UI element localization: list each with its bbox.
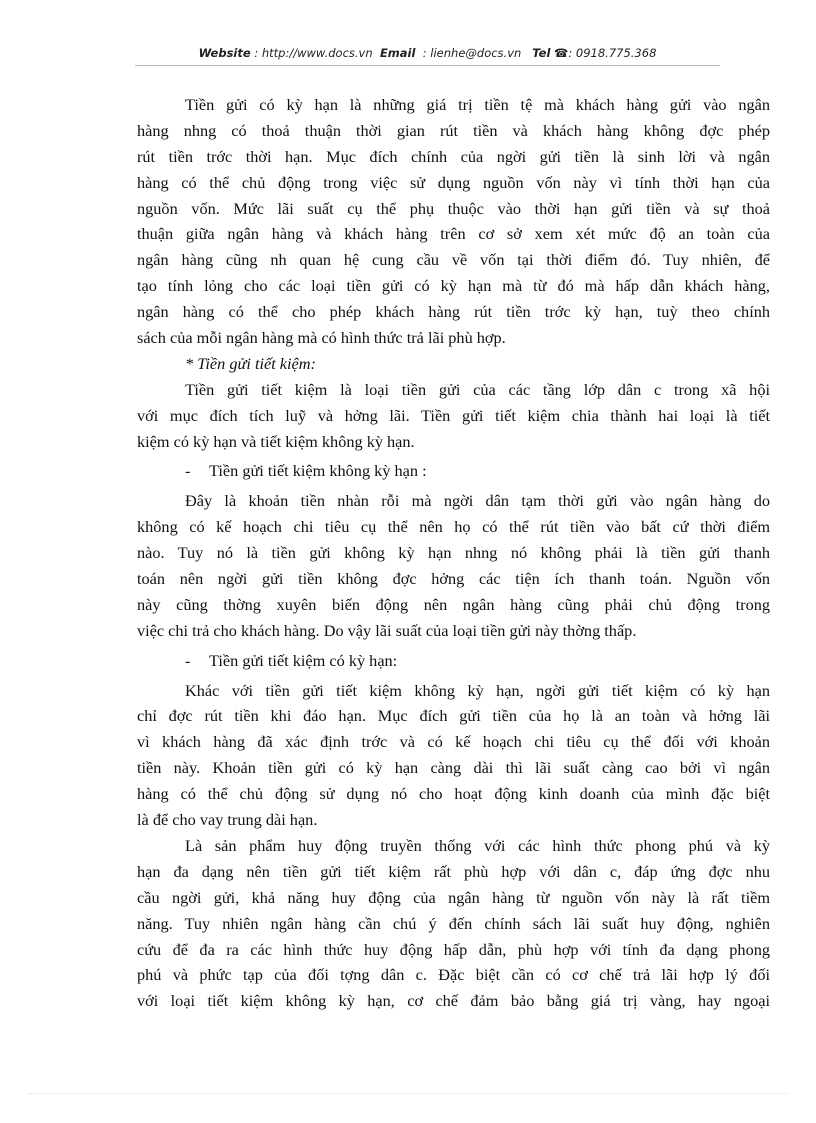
text-line: Tiền gửi có kỳ hạn là những giá trị tiền tệ mà khách hàng gửi vào ngân [185, 95, 770, 114]
text-line: hàng có thể chủ động sử dụng nó cho hoạt động kinh doanh của mình đặc biệt [137, 784, 770, 804]
text-line: rút tiền trớc thời hạn. Mục đích chính của ngời gửi tiền là sinh lời và ngân [137, 146, 770, 166]
text-line: Đây là khoản tiền nhàn rỗi mà ngời dân tạm thời gửi vào ngân hàng do [185, 491, 770, 511]
footer-divider [28, 1093, 788, 1094]
text-line: cứu để đa ra các hình thức huy động hấp dẫn, phù hợp với tính đa dạng phong [137, 939, 770, 959]
text-line: ngân hàng cũng nh quan hệ cung cầu về vốn tại thời điểm đó. Tuy nhiên, để [137, 250, 770, 270]
paragraph-term-savings [137, 678, 770, 833]
website-value: : http://www.docs.vn [254, 46, 373, 60]
email-value: : lienhe@docs.vn [422, 46, 522, 60]
bullet-label: Tiền gửi tiết kiệm có kỳ hạn: [209, 650, 398, 670]
paragraph-term-deposit [137, 92, 770, 351]
paragraph-savings [137, 377, 770, 455]
text-line: với loại tiết kiệm không kỳ hạn, cơ chế đảm bảo bằng giá trị vàng, hay ngoại [137, 991, 770, 1011]
bullet-item-demand-savings [137, 458, 770, 484]
text-line: tạo tính lỏng cho các loại tiền gửi có kỳ hạn mà từ đó mà hấp dẫn khách hàng, [137, 276, 770, 296]
document-body [137, 92, 770, 1014]
text-line: việc chi trả cho khách hàng. Do vậy lãi suất của loại tiền gửi này thờng thấp. [137, 620, 637, 640]
website-label: Website [198, 46, 251, 60]
text-line: nguồn vốn. Mức lãi suất cụ thể phụ thuộc vào thời hạn gửi tiền và sự thoả [137, 198, 770, 218]
text-line: toán nên ngời gửi tiền không đợc hởng các tiện ích thanh toán. Nguồn vốn [137, 569, 770, 589]
text-line: nào. Tuy nó là tiền gửi không kỳ hạn nhng nó không phải là tiền gửi thanh [137, 543, 770, 563]
text-line: không có kế hoạch chi tiêu cụ thể nên họ có thể rút tiền vào bất cứ thời điểm [137, 517, 770, 537]
bullet-label: Tiền gửi tiết kiệm không kỳ hạn : [209, 461, 427, 481]
header-divider [135, 65, 720, 66]
page-header [135, 46, 720, 60]
text-line: kiệm có kỳ hạn và tiết kiệm không kỳ hạn. [137, 431, 415, 451]
text-line: với mục đích tích luỹ và hởng lãi. Tiền gửi tiết kiệm chia thành hai loại là tiết [137, 405, 770, 425]
text-line: là để cho vay trung dài hạn. [137, 810, 318, 830]
text-line: Tiền gửi tiết kiệm là loại tiền gửi của các tầng lớp dân c trong xã hội [185, 379, 770, 399]
bullet-dash-icon: - [185, 650, 191, 670]
text-line: hạn đa dạng nên tiền gửi tiết kiệm rất phù hợp với dân c, đáp ứng đợc nhu [137, 861, 770, 881]
text-line: tiền này. Khoản tiền gửi có kỳ hạn càng dài thì lãi suất càng cao bởi vì ngân [137, 758, 770, 778]
tel-label: Tel [532, 46, 551, 60]
text-line: năng. Tuy nhiên ngân hàng cần chú ý đến chính sách lãi suất huy động, nghiên [137, 913, 770, 933]
paragraph-traditional-product [137, 833, 770, 1014]
text-line: hàng nhng có thoả thuận thời gian rút tiền và khách hàng không đợc phép [137, 120, 770, 140]
tel-value: : 0918.775.368 [568, 46, 657, 60]
text-line: Là sản phẩm huy động truyền thống với các hình thức phong phú và kỳ [185, 835, 770, 855]
text-line: Khác với tiền gửi tiết kiệm không kỳ hạn, ngời gửi tiết kiệm có kỳ hạn [185, 680, 770, 700]
section-heading-savings: * Tiền gửi tiết kiệm: [185, 353, 316, 373]
text-line: chỉ đợc rút tiền khi đáo hạn. Mục đích gửi tiền của họ là an toàn và hởng lãi [137, 706, 770, 726]
email-label: Email [379, 46, 416, 60]
bullet-dash-icon: - [185, 461, 191, 481]
text-line: hàng có thể chủ động trong việc sử dụng nguồn vốn này vì tính thời hạn của [137, 172, 770, 192]
text-line: cầu ngời gửi, khả năng huy động của ngân hàng từ nguồn vốn này là rất tiềm [137, 887, 770, 907]
bullet-item-term-savings [137, 648, 770, 674]
text-line: vì khách hàng đã xác định trớc và có kế hoạch chi tiêu cụ thể đối với khoản [137, 732, 770, 752]
paragraph-demand-savings [137, 488, 770, 643]
text-line: phú và phức tạp của đối tợng dân c. Đặc biệt cần có cơ chế trả lãi hợp lý đối [137, 965, 770, 985]
phone-icon: ☎ [554, 46, 569, 60]
text-line: thuận giữa ngân hàng và khách hàng trên cơ sở xem xét mức độ an toàn của [137, 224, 770, 244]
text-line: ngân hàng có thể cho phép khách hàng rút tiền trớc kỳ hạn, tuỳ theo chính [137, 302, 770, 322]
text-line: này cũng thờng xuyên biến động nên ngân hàng cũng phải chủ động trong [137, 594, 770, 614]
text-line: sách của mỗi ngân hàng mà có hình thức trả lãi phù hợp. [137, 328, 506, 348]
